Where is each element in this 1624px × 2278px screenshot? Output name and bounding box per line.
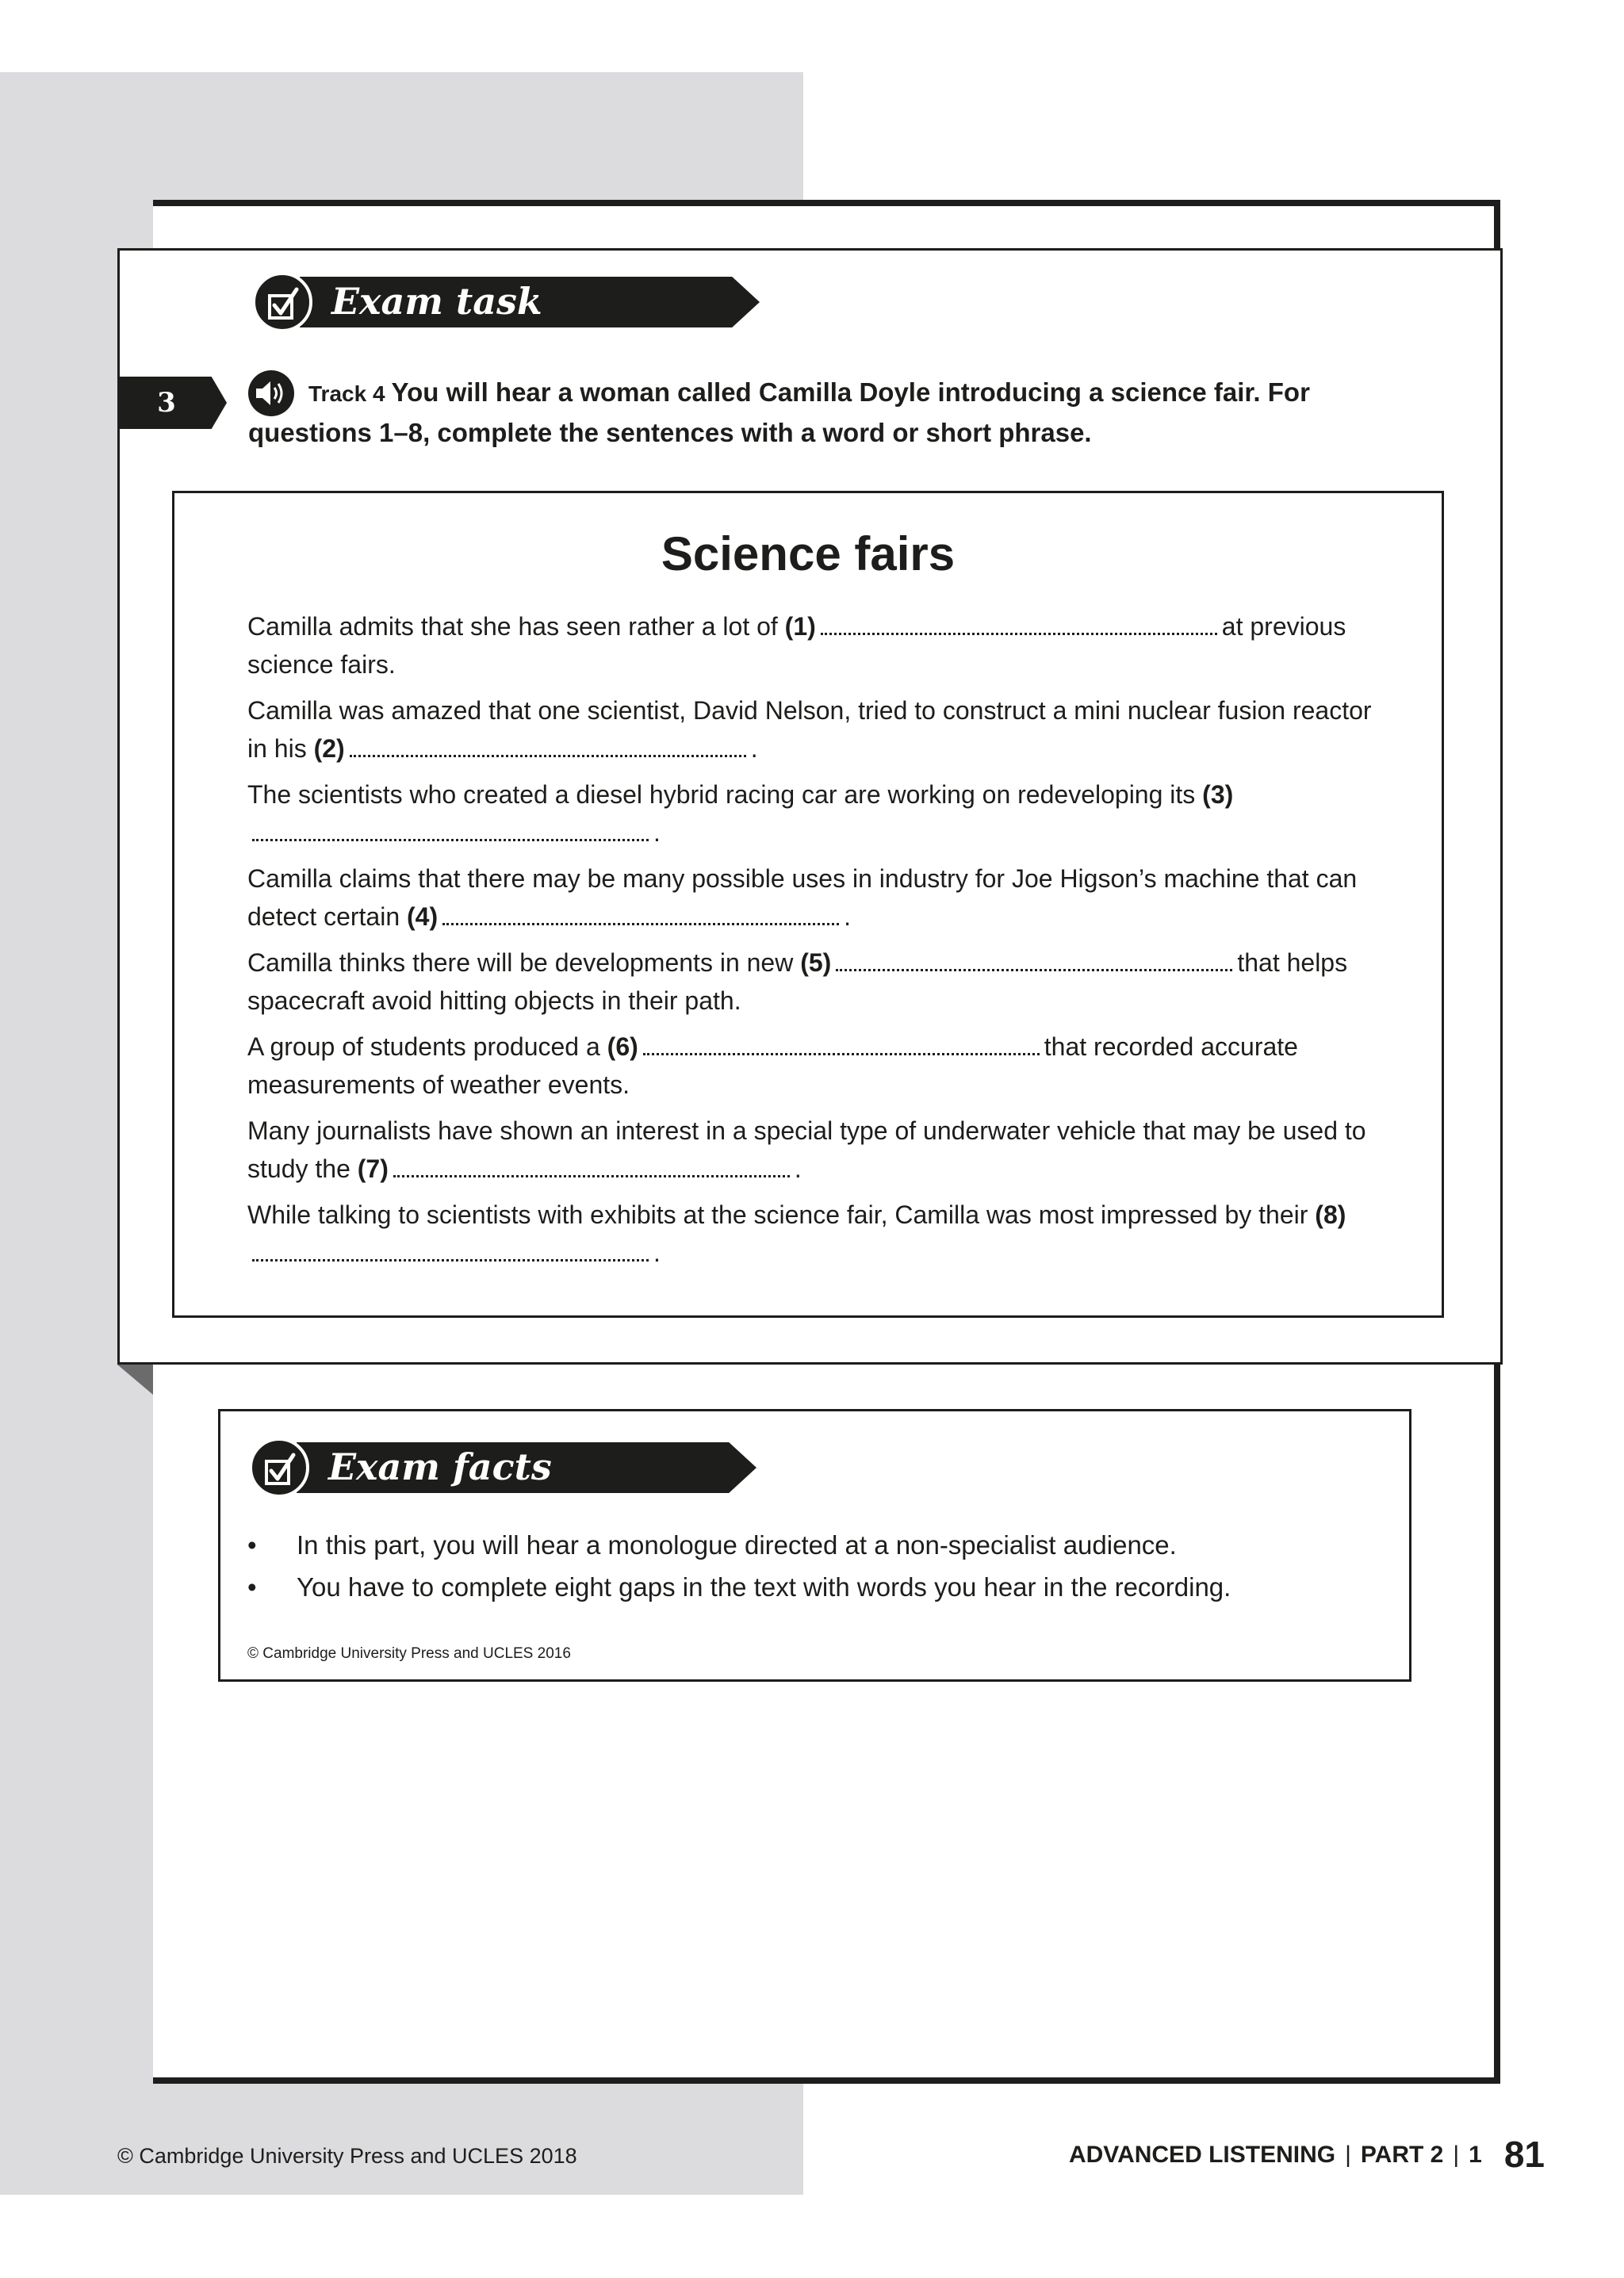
science-fairs-box xyxy=(172,491,1444,1318)
gap-sentence xyxy=(247,775,1381,852)
sentence-text: Camilla claims that there may be many possible uses in industry for Joe Higson’s machine that can detect certain xyxy=(247,864,1358,931)
gap-sentence xyxy=(247,1028,1381,1104)
answer-gap[interactable] xyxy=(252,1251,649,1262)
audio-speaker-icon[interactable] xyxy=(248,370,294,416)
instructions-text: You will hear a woman called Camilla Doyle introducing a science fair. For questions 1–8, complete the sentences with a word or short phrase. xyxy=(248,377,1310,447)
checkbox-tick-icon xyxy=(249,1438,309,1498)
gap-number: (1) xyxy=(784,612,816,641)
exam-facts-label: Exam facts xyxy=(328,1445,552,1488)
footer-running-head xyxy=(1069,2133,1545,2176)
answer-gap[interactable] xyxy=(821,625,1217,635)
bullet: • xyxy=(247,1530,257,1560)
gap-sentence xyxy=(247,691,1381,768)
fact-text: You have to complete eight gaps in the text with words you hear in the recording. xyxy=(297,1572,1231,1602)
sentence-text: Camilla admits that she has seen rather a lot of xyxy=(247,612,778,641)
sentence-text: . xyxy=(750,734,758,763)
gap-number: (7) xyxy=(357,1154,389,1183)
gap-number: (5) xyxy=(800,948,832,977)
book-title: ADVANCED LISTENING xyxy=(1068,2142,1336,2168)
science-fairs-title: Science fairs xyxy=(661,527,956,580)
separator: | xyxy=(1345,2142,1351,2168)
sentence-text: Many journalists have shown an interest in a special type of underwater vehicle that may be used to study the xyxy=(247,1116,1366,1183)
gap-sentence xyxy=(247,1112,1381,1188)
panel-shadow-corner xyxy=(117,1365,153,1395)
answer-gap[interactable] xyxy=(836,961,1232,971)
sentence-text: . xyxy=(844,902,851,931)
gap-sentence xyxy=(247,944,1381,1020)
gap-sentence xyxy=(247,860,1381,936)
bullet: • xyxy=(247,1572,257,1602)
sentence-text: Camilla thinks there will be developments in new xyxy=(247,948,794,977)
exam-facts-list xyxy=(247,1524,1381,1608)
separator: | xyxy=(1453,2142,1460,2168)
gap-number: (8) xyxy=(1315,1200,1346,1229)
exam-facts-box xyxy=(218,1409,1411,1682)
footer-copyright: © Cambridge University Press and UCLES 2018 xyxy=(117,2144,577,2168)
checkbox-tick-icon xyxy=(252,272,312,332)
sentence-text: A group of students produced a xyxy=(247,1032,600,1061)
facts-copyright: © Cambridge University Press and UCLES 2016 xyxy=(247,1645,571,1662)
answer-gap[interactable] xyxy=(393,1167,790,1177)
part-label: PART 2 xyxy=(1360,2142,1444,2168)
exam-task-label: Exam task xyxy=(331,280,542,323)
fact-text: In this part, you will hear a monologue directed at a non-specialist audience. xyxy=(297,1530,1177,1560)
answer-gap[interactable] xyxy=(442,915,839,925)
track-label: Track 4 xyxy=(308,381,385,406)
gap-sentence xyxy=(247,607,1381,683)
page-number: 81 xyxy=(1503,2134,1545,2175)
gap-number: (2) xyxy=(313,734,345,763)
sentence-text: . xyxy=(653,1239,661,1267)
sentence-text: Camilla was amazed that one scientist, David Nelson, tried to construct a mini nuclear fusion reactor in his xyxy=(247,696,1372,763)
gap-sentence xyxy=(247,1196,1381,1272)
sentence-text: that recorded accurate measurements of weather events. xyxy=(247,1032,1298,1099)
fact-item xyxy=(247,1524,1381,1566)
fact-item xyxy=(247,1566,1381,1608)
gap-number: (6) xyxy=(607,1032,638,1061)
answer-gap[interactable] xyxy=(252,831,649,841)
gap-number: (4) xyxy=(407,902,439,931)
sub-label: 1 xyxy=(1469,2142,1482,2168)
sentence-text: . xyxy=(653,818,661,847)
sentence-text: at previous science fairs. xyxy=(247,612,1346,679)
sentence-text: that helps spacecraft avoid hitting objects in their path. xyxy=(247,948,1348,1015)
sentence-text: The scientists who created a diesel hybrid racing car are working on redeveloping its xyxy=(247,780,1196,809)
question-number: 3 xyxy=(157,387,176,419)
sentence-text: . xyxy=(794,1154,802,1183)
sentence-text: While talking to scientists with exhibits at the science fair, Camilla was most impressed by their xyxy=(247,1200,1308,1229)
task-instructions xyxy=(248,373,1414,452)
gap-fill-sentences xyxy=(247,607,1381,1280)
gap-number: (3) xyxy=(1202,780,1234,809)
answer-gap[interactable] xyxy=(350,747,746,757)
answer-gap[interactable] xyxy=(643,1045,1040,1055)
